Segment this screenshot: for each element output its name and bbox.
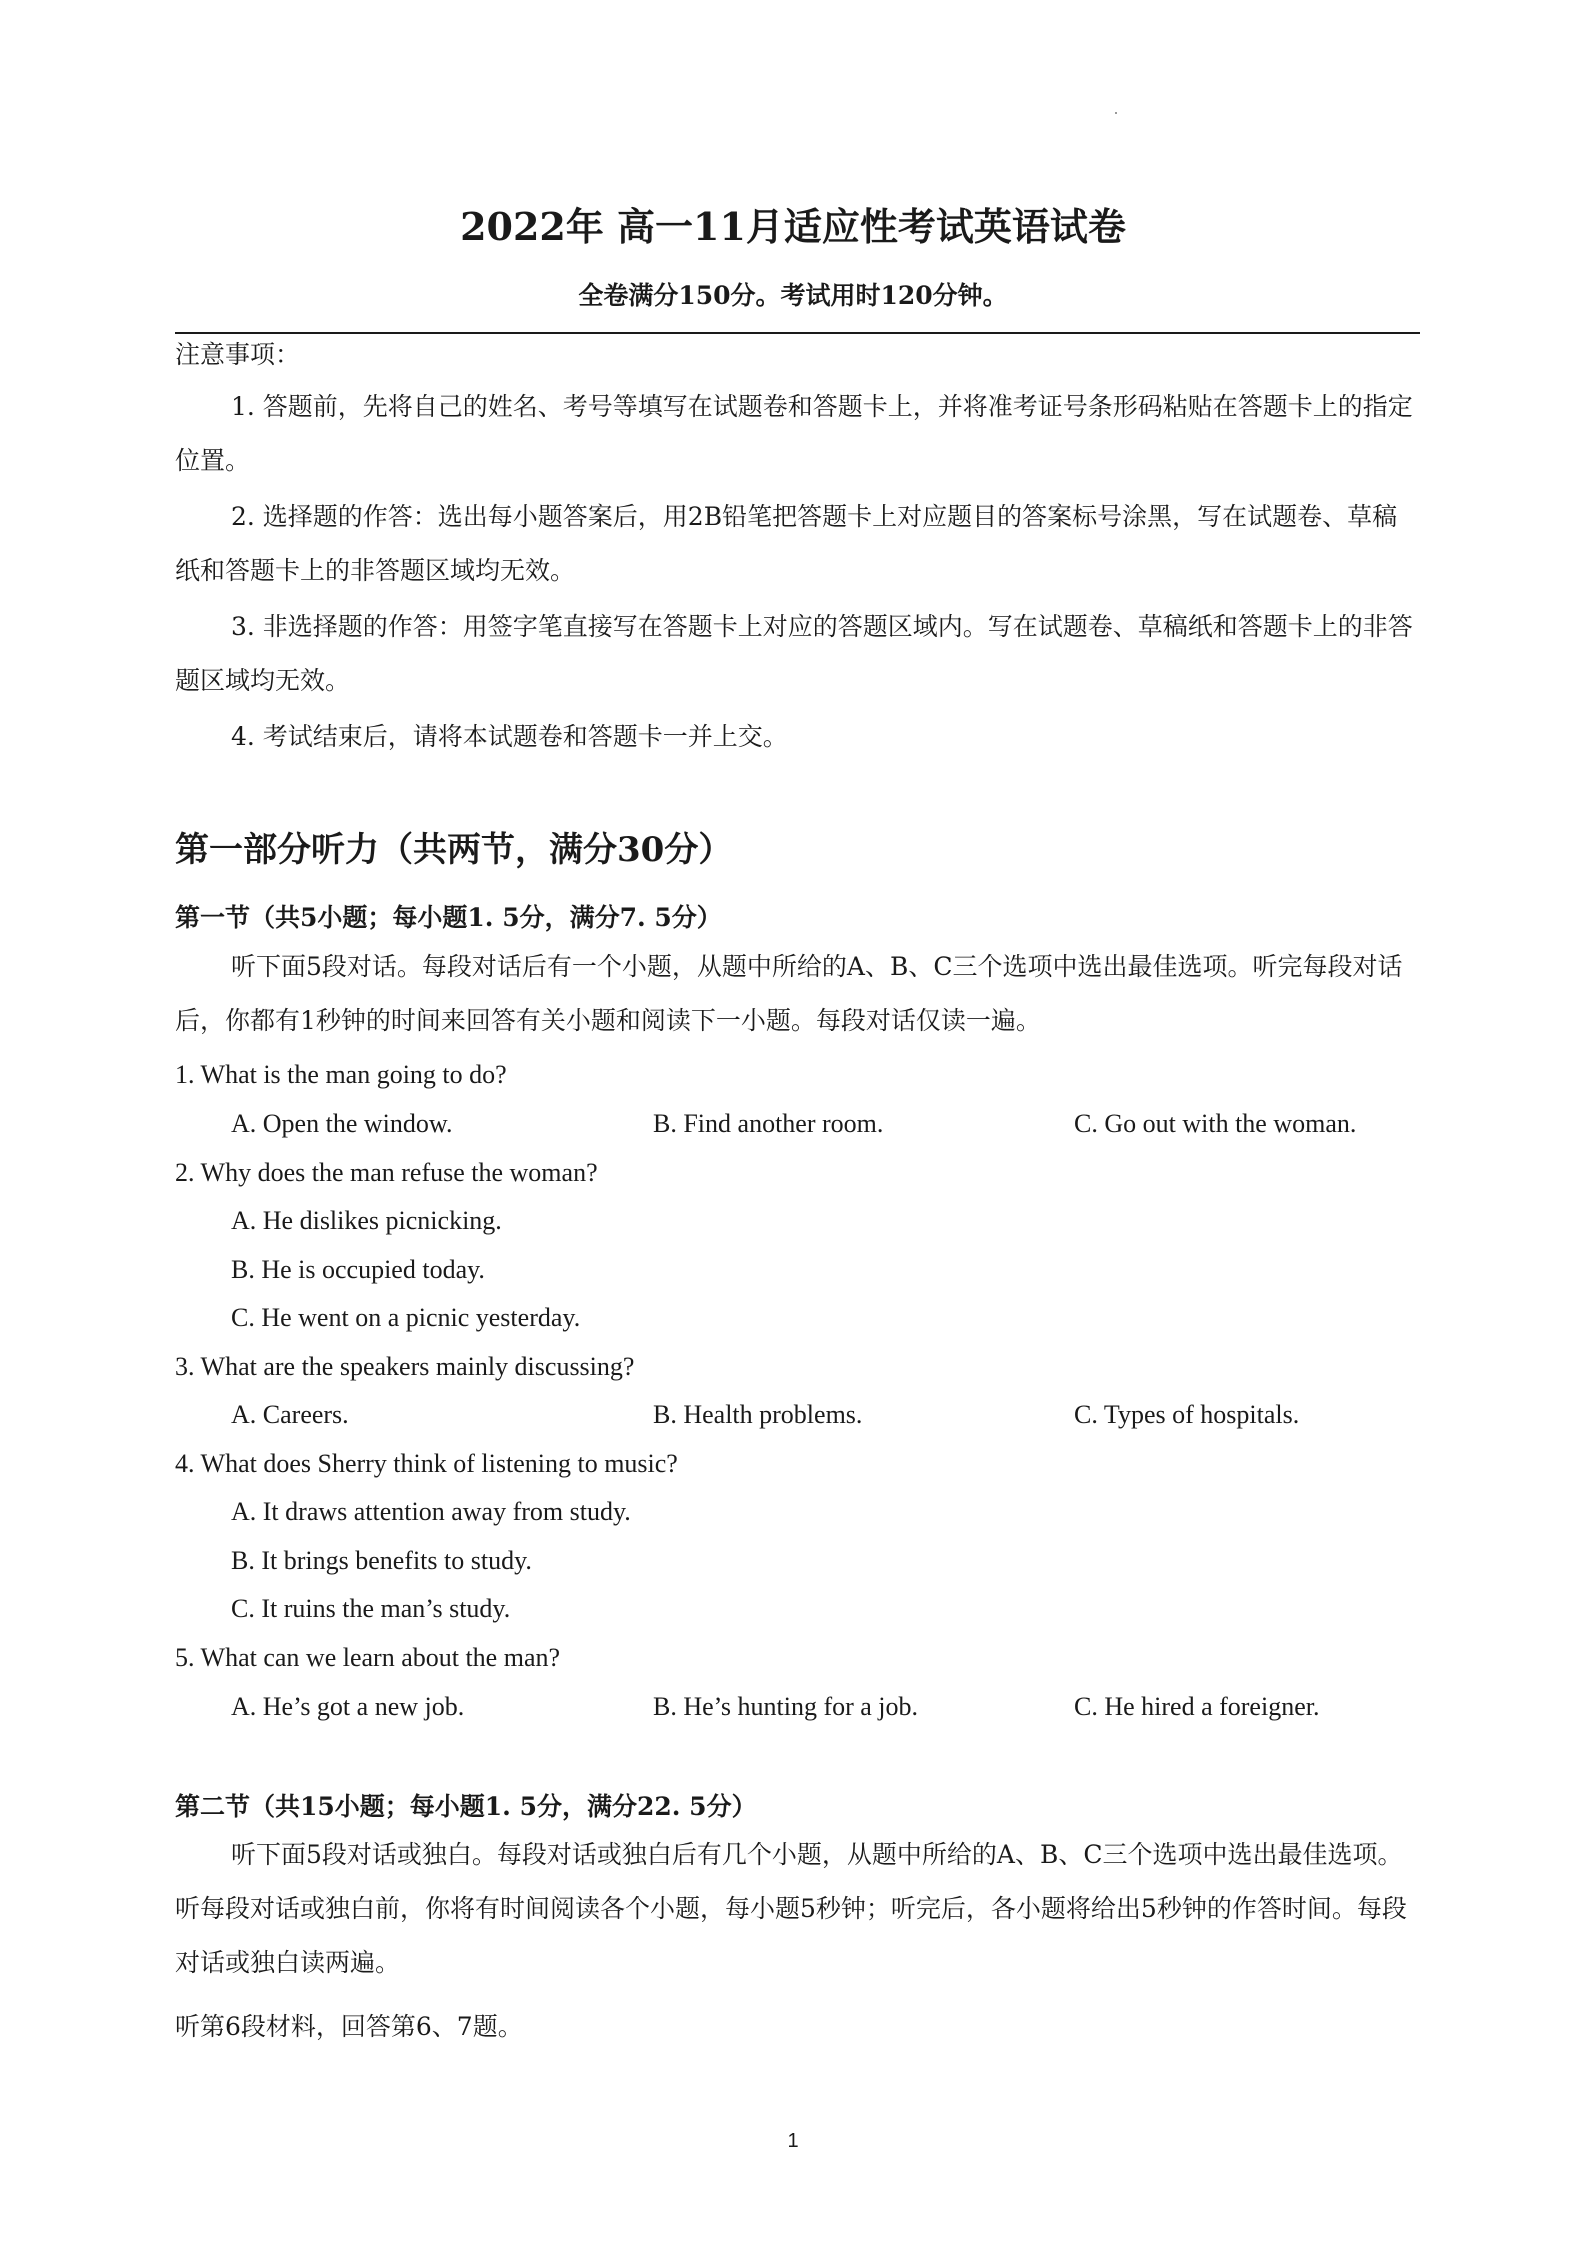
section1-instructions: 听下面5段对话。每段对话后有一个小题，从题中所给的A、B、C三个选项中选出最佳选项。听完每段对话后，你都有1秒钟的时间来回答有关小题和阅读下一小题。每段对话仅读一遍。 [175,952,1403,1035]
section2-heading: 第二节（共15小题；每小题1. 5分，满分22. 5分） [175,1792,757,1821]
q5-option-b: B. He’s hunting for a job. [653,1692,919,1721]
scan-speck [1115,112,1117,114]
q1-option-a: A. Open the window. [231,1109,453,1138]
section2-instructions: 听下面5段对话或独白。每段对话或独白后有几个小题，从题中所给的A、B、C三个选项中选出最佳选项。听每段对话或独白前，你将有时间阅读各个小题，每小题5秒钟；听完后，各小题将给出5秒钟的作答时间。每段对话或独白读两遍。 [175,1840,1407,1977]
question-3: 3. What are the speakers mainly discussing? [175,1352,635,1381]
question-2: 2. Why does the man refuse the woman? [175,1158,598,1187]
question-1: 1. What is the man going to do? [175,1060,507,1089]
notice-item-1: 1. 答题前，先将自己的姓名、考号等填写在试题卷和答题卡上，并将准考证号条形码粘贴在答题卡上的指定位置。 [175,392,1413,475]
q3-option-a: A. Careers. [231,1400,349,1429]
q5-option-a: A. He’s got a new job. [231,1692,465,1721]
exam-subtitle: 全卷满分150分。考试用时120分钟。 [578,281,1008,310]
notice-item-3: 3. 非选择题的作答：用签字笔直接写在答题卡上对应的答题区域内。写在试题卷、草稿纸和答题卡上的非答题区域均无效。 [175,612,1413,695]
q2-option-a: A. He dislikes picnicking. [231,1206,502,1235]
page-number: 1 [787,2130,799,2152]
notice-item-2: 2. 选择题的作答：选出每小题答案后，用2B铅笔把答题卡上对应题目的答案标号涂黑，写在试题卷、草稿纸和答题卡上的非答题区域均无效。 [175,502,1398,585]
material-note: 听第6段材料，回答第6、7题。 [175,2012,523,2041]
q2-option-c: C. He went on a picnic yesterday. [231,1303,581,1332]
q3-option-c: C. Types of hospitals. [1074,1400,1300,1429]
q1-option-c: C. Go out with the woman. [1074,1109,1357,1138]
q3-option-b: B. Health problems. [653,1400,863,1429]
part1-heading: 第一部分听力（共两节，满分30分） [175,830,733,870]
q4-option-a: A. It draws attention away from study. [231,1497,631,1526]
q4-option-c: C. It ruins the man’s study. [231,1594,511,1623]
notice-label: 注意事项： [175,340,301,369]
header-divider [175,332,1420,334]
section1-heading: 第一节（共5小题；每小题1. 5分，满分7. 5分） [175,903,722,932]
question-4: 4. What does Sherry think of listening to music? [175,1449,678,1478]
question-5: 5. What can we learn about the man? [175,1643,561,1672]
q1-option-b: B. Find another room. [653,1109,884,1138]
q2-option-b: B. He is occupied today. [231,1255,485,1284]
q4-option-b: B. It brings benefits to study. [231,1546,532,1575]
notice-item-4: 4. 考试结束后，请将本试题卷和答题卡一并上交。 [231,722,788,751]
q5-option-c: C. He hired a foreigner. [1074,1692,1320,1721]
exam-title: 2022年 高一11月适应性考试英语试卷 [460,204,1126,249]
